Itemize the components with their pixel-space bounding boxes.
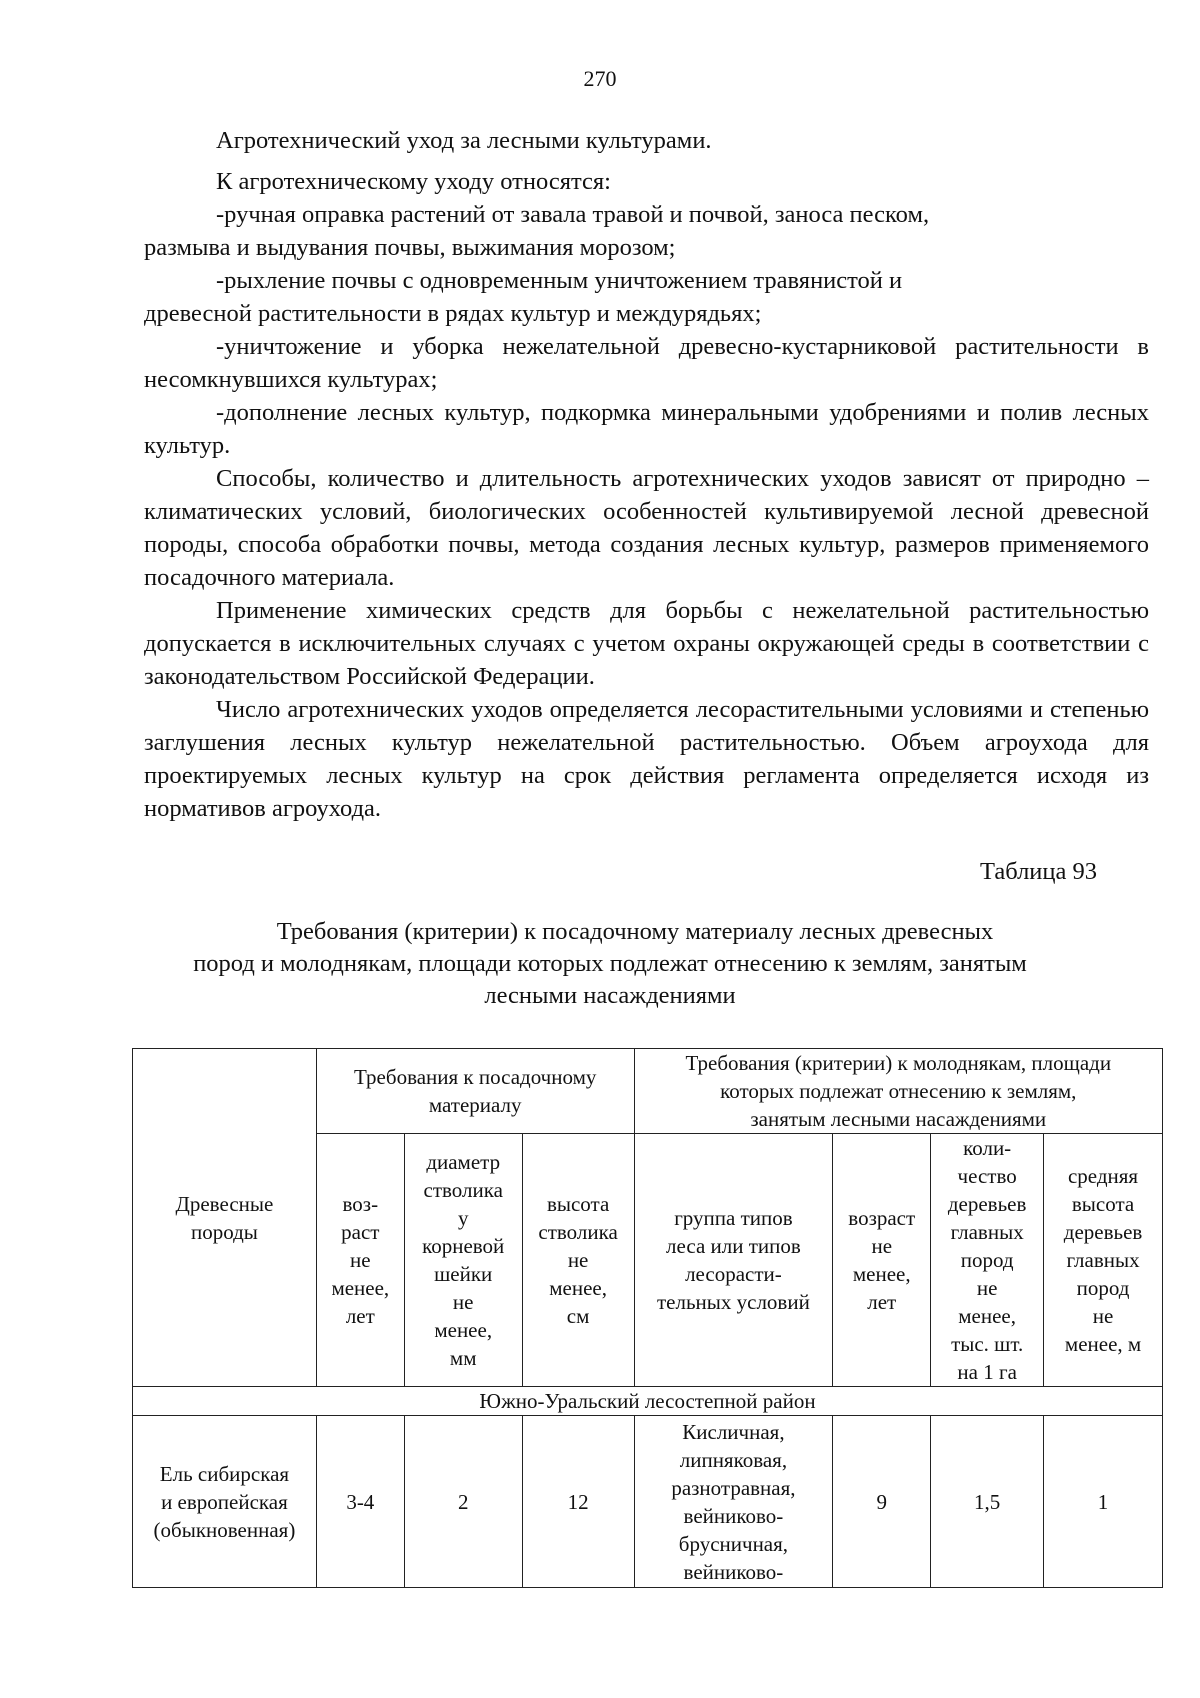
- cell-age: 3-4: [316, 1416, 404, 1588]
- cell-species: Ель сибирская и европейская (обыкновенная): [133, 1416, 317, 1588]
- page-number: 270: [583, 66, 617, 91]
- paragraph: древесной растительности в рядах культур и междурядьях;: [144, 300, 762, 327]
- paragraph: -уничтожение и уборка нежелательной древесно-кустарниковой растительности в несомкнувшихся культурах;: [144, 333, 1149, 393]
- header-age: воз- раст не менее, лет: [316, 1134, 404, 1387]
- cell-height: 12: [522, 1416, 634, 1588]
- paragraph: Способы, количество и длительность агротехнических уходов зависят от природно – климатических условий, биологических особенностей культивируемой лесной древесной породы, способа обработки почвы, метода создания лесных культур, размеров применяемого посадочного материала.: [144, 465, 1149, 591]
- region-row: [133, 1387, 1163, 1416]
- table-row: [133, 1416, 1163, 1588]
- table-title-line: лесными насаждениями: [484, 982, 736, 1009]
- header-planting-material: Требования к посадочному материалу: [316, 1049, 634, 1134]
- paragraph: К агротехническому уходу относятся:: [216, 168, 611, 195]
- table-title-line: Требования (критерии) к посадочному материалу лесных древесных: [276, 918, 994, 945]
- cell-young-age: 9: [833, 1416, 931, 1588]
- section-heading: Агротехнический уход за лесными культурами.: [216, 127, 712, 154]
- table-title-line: пород и молоднякам, площади которых подлежат отнесению к землям, занятым: [193, 950, 1027, 977]
- header-average-height: средняя высота деревьев главных пород не менее, м: [1044, 1134, 1163, 1387]
- paragraph: размыва и выдувания почвы, выжимания морозом;: [144, 234, 676, 261]
- paragraph: -рыхление почвы с одновременным уничтожением травянистой и: [216, 267, 903, 294]
- cell-forest-type: Кисличная, липняковая, разнотравная, вейниково- брусничная, вейниково-: [634, 1416, 833, 1588]
- body-text: [144, 124, 1149, 825]
- header-diameter: диаметр стволика у корневой шейки не менее, мм: [404, 1134, 522, 1387]
- region-label: Южно-Уральский лесостепной район: [133, 1387, 1163, 1416]
- header-young-stands: Требования (критерии) к молоднякам, площади которых подлежат отнесению к землям, занятым лесными насаждениями: [634, 1049, 1162, 1134]
- cell-tree-count: 1,5: [931, 1416, 1044, 1588]
- header-tree-count: коли- чество деревьев главных пород не менее, тыс. шт. на 1 га: [931, 1134, 1044, 1387]
- table-header-row: [133, 1049, 1163, 1134]
- header-height: высота стволика не менее, см: [522, 1134, 634, 1387]
- paragraph: -ручная оправка растений от завала травой и почвой, заноса песком,: [216, 201, 930, 228]
- table-label: Таблица 93: [980, 858, 1098, 885]
- header-young-age: возраст не менее, лет: [833, 1134, 931, 1387]
- header-species: Древесные породы: [133, 1049, 317, 1387]
- header-forest-type: группа типов леса или типов лесорасти- тельных условий: [634, 1134, 833, 1387]
- cell-average-height: 1: [1044, 1416, 1163, 1588]
- table-title: [130, 916, 1090, 1012]
- cell-diameter: 2: [404, 1416, 522, 1588]
- paragraph: Применение химических средств для борьбы с нежелательной растительностью допускается в исключительных случаях с учетом охраны окружающей среды в соответствии с законодательством Российской Федерации.: [144, 597, 1149, 690]
- paragraph: Число агротехнических уходов определяется лесорастительными условиями и степенью заглушения лесных культур нежелательной растительностью. Объем агроухода для проектируемых лесных культур на срок действия регламента определяется исходя из нормативов агроухода.: [144, 696, 1149, 822]
- requirements-table: [132, 1048, 1163, 1588]
- paragraph: -дополнение лесных культур, подкормка минеральными удобрениями и полив лесных культур.: [144, 399, 1149, 459]
